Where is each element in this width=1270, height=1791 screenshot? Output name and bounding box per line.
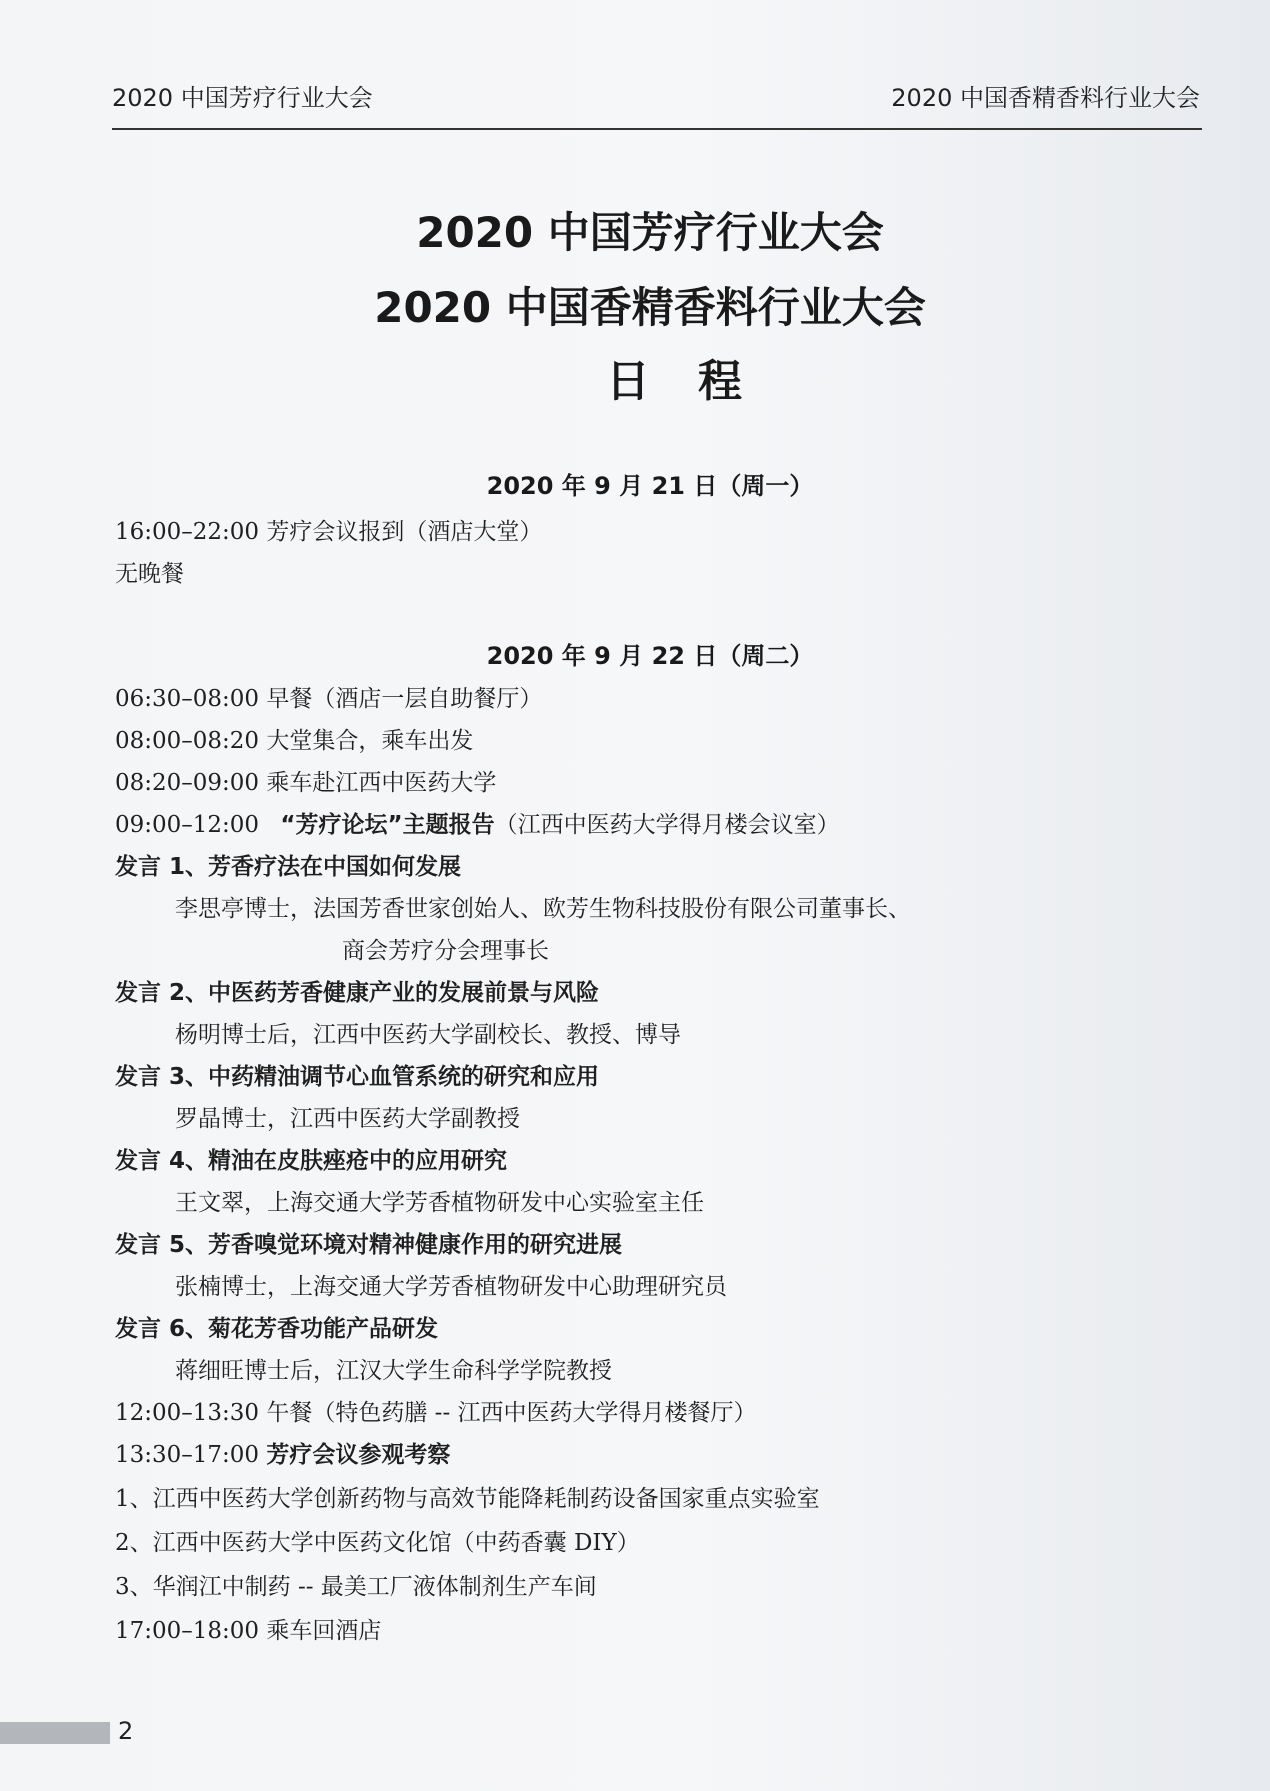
speech-speaker-2: 杨明博士后，江西中医药大学副校长、教授、博导 xyxy=(175,1022,681,1048)
visit-time: 13:30–17:00 xyxy=(115,1442,260,1468)
speech-speaker-1-cont: 商会芳疗分会理事长 xyxy=(342,938,549,964)
page-title-schedule: 日程 xyxy=(606,356,790,407)
speech-title-6: 发言 6、菊花芳香功能产品研发 xyxy=(115,1316,439,1342)
page-title-line1: 2020 中国芳疗行业大会 xyxy=(416,208,884,257)
forum-line xyxy=(115,806,840,839)
speech-speaker-4: 王文翠，上海交通大学芳香植物研发中心实验室主任 xyxy=(175,1190,704,1216)
speech-title-4: 发言 4、精油在皮肤痤疮中的应用研究 xyxy=(115,1148,508,1174)
return-item: 17:00–18:00 乘车回酒店 xyxy=(115,1618,382,1644)
schedule-item: 08:20–09:00 乘车赴江西中医药大学 xyxy=(115,770,497,796)
speech-speaker-1: 李思亭博士，法国芳香世家创始人、欧芳生物科技股份有限公司董事长、 xyxy=(175,896,911,922)
header-divider xyxy=(112,128,1202,130)
schedule-item: 06:30–08:00 早餐（酒店一层自助餐厅） xyxy=(115,686,543,712)
visit-item: 2、江西中医药大学中医药文化馆（中药香囊 DIY） xyxy=(115,1530,640,1556)
visit-item: 1、江西中医药大学创新药物与高效节能降耗制药设备国家重点实验室 xyxy=(115,1486,820,1512)
running-header-right: 2020 中国香精香料行业大会 xyxy=(891,84,1200,112)
lunch-item: 12:00–13:30 午餐（特色药膳 -- 江西中医药大学得月楼餐厅） xyxy=(115,1400,757,1426)
forum-venue: （江西中医药大学得月楼会议室） xyxy=(494,812,840,838)
speech-title-5: 发言 5、芳香嗅觉环境对精神健康作用的研究进展 xyxy=(115,1232,623,1258)
speech-speaker-5: 张楠博士，上海交通大学芳香植物研发中心助理研究员 xyxy=(175,1274,727,1300)
forum-time: 09:00–12:00 xyxy=(115,812,260,838)
speech-title-2: 发言 2、中医药芳香健康产业的发展前景与风险 xyxy=(115,980,600,1006)
speech-title-1: 发言 1、芳香疗法在中国如何发展 xyxy=(115,854,462,880)
page-number: 2 xyxy=(118,1717,134,1745)
footer-bar xyxy=(0,1722,110,1744)
visit-item: 3、华润江中制药 -- 最美工厂液体制剂生产车间 xyxy=(115,1574,597,1600)
visit-title: 芳疗会议参观考察 xyxy=(266,1442,451,1468)
speech-speaker-6: 蒋细旺博士后，江汉大学生命科学学院教授 xyxy=(175,1358,612,1384)
speech-speaker-3: 罗晶博士，江西中医药大学副教授 xyxy=(175,1106,520,1132)
forum-title: “芳疗论坛”主题报告 xyxy=(280,812,495,838)
speech-title-3: 发言 3、中药精油调节心血管系统的研究和应用 xyxy=(115,1064,600,1090)
date-heading-day1: 2020 年 9 月 21 日（周一） xyxy=(486,472,814,500)
visit-line xyxy=(115,1436,450,1469)
schedule-item: 16:00–22:00 芳疗会议报到（酒店大堂） xyxy=(115,519,543,545)
schedule-item: 无晚餐 xyxy=(115,561,184,587)
date-heading-day2: 2020 年 9 月 22 日（周二） xyxy=(486,642,814,670)
schedule-item: 08:00–08:20 大堂集合，乘车出发 xyxy=(115,728,474,754)
page-title-line2: 2020 中国香精香料行业大会 xyxy=(374,283,926,332)
running-header-left: 2020 中国芳疗行业大会 xyxy=(112,84,373,112)
